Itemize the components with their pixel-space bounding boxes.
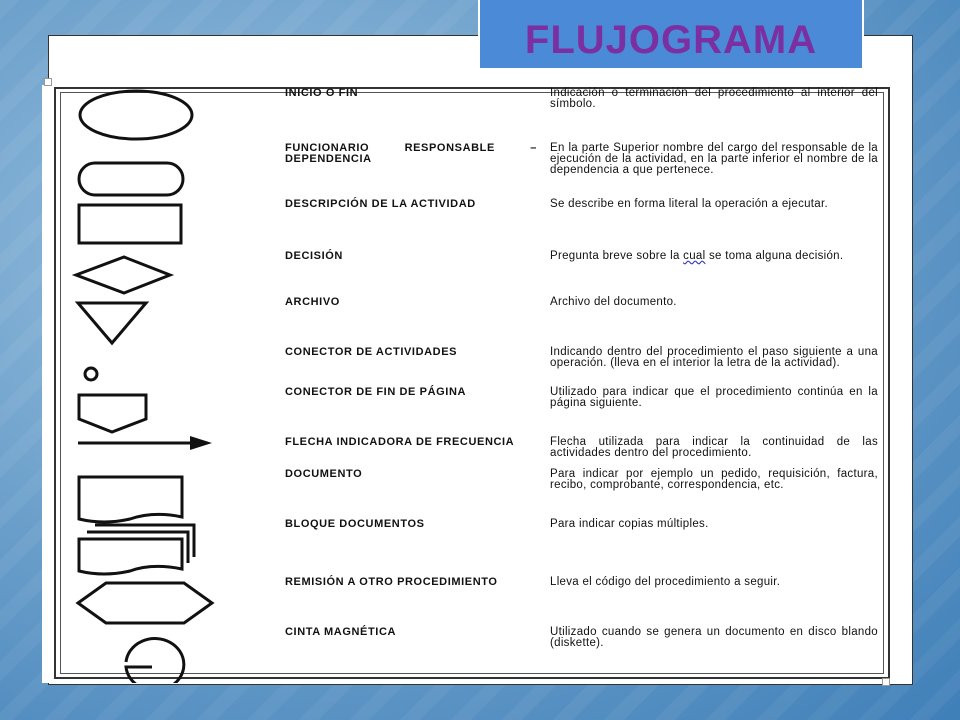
decision-desc-part2: se toma alguna decisión. bbox=[708, 250, 844, 262]
activity-rectangle-symbol bbox=[79, 205, 181, 243]
symbol-name-magnetic-tape: CINTA MAGNÉTICA bbox=[285, 626, 397, 638]
document-stack-front bbox=[79, 539, 182, 574]
symbol-name-decision: DECISIÓN bbox=[285, 250, 343, 262]
title-banner bbox=[478, 0, 864, 70]
slide-title: FLUJOGRAMA bbox=[524, 18, 818, 62]
symbol-name-responsible: FUNCIONARIO RESPONSABLE – DEPENDENCIA bbox=[285, 142, 537, 165]
symbol-name-page-connector: CONECTOR DE FIN DE PÁGINA bbox=[285, 386, 467, 398]
remission-hexagon-symbol bbox=[78, 583, 212, 623]
symbol-desc-activity: Se describe en forma literal la operación a ejecutar. bbox=[550, 198, 828, 210]
symbol-desc-document-stack: Para indicar copias múltiples. bbox=[550, 518, 709, 530]
symbol-desc-remission: Lleva el código del procedimiento a seguir. bbox=[550, 576, 781, 588]
magnetic-tape-symbol bbox=[126, 639, 184, 683]
symbol-desc-document: Para indicar por ejemplo un pedido, requisición, factura, recibo, comprobante, correspondencia, etc. bbox=[550, 468, 878, 491]
document-stack-middle bbox=[87, 532, 188, 563]
resize-handle-top-left[interactable] bbox=[44, 78, 52, 86]
symbol-desc-page-connector: Utilizado para indicar que el procedimiento continúa en la página siguiente. bbox=[550, 386, 878, 409]
symbol-name-activity: DESCRIPCIÓN DE LA ACTIVIDAD bbox=[285, 198, 476, 210]
symbol-desc-arrow: Flecha utilizada para indicar la continuidad de las actividades dentro del procedimiento. bbox=[550, 436, 878, 459]
spellcheck-flagged-word: cual bbox=[683, 250, 706, 262]
symbol-name-remission: REMISIÓN A OTRO PROCEDIMIENTO bbox=[285, 576, 498, 588]
symbol-desc-decision bbox=[550, 251, 878, 262]
symbol-desc-activity-connector: Indicando dentro del procedimiento el paso siguiente a una operación. (lleva en el interior la letra de la actividad). bbox=[550, 346, 878, 369]
terminal-oval-symbol bbox=[80, 91, 192, 139]
activity-connector-symbol bbox=[85, 368, 97, 380]
symbol-name-activity-connector: CONECTOR DE ACTIVIDADES bbox=[285, 346, 458, 358]
symbol-name-terminal: INICIO O FIN bbox=[285, 87, 359, 99]
symbol-name-document: DOCUMENTO bbox=[285, 468, 363, 480]
symbol-name-document-stack: BLOQUE DOCUMENTOS bbox=[285, 518, 425, 530]
document-stack-back bbox=[95, 525, 194, 557]
symbol-name-arrow: FLECHA INDICADORA DE FRECUENCIA bbox=[285, 436, 515, 448]
document-symbol bbox=[79, 477, 182, 522]
resize-handle-bottom-right[interactable] bbox=[882, 678, 890, 686]
frequency-arrow-head bbox=[190, 436, 212, 450]
symbol-desc-archive: Archivo del documento. bbox=[550, 296, 677, 308]
symbol-desc-magnetic-tape: Utilizado cuando se genera un documento en disco blando (diskette). bbox=[550, 626, 878, 649]
decision-diamond-symbol bbox=[76, 257, 170, 293]
page-connector-symbol bbox=[79, 395, 146, 432]
responsible-rounded-symbol bbox=[79, 163, 183, 195]
decision-desc-part1: Pregunta breve sobre la bbox=[550, 250, 680, 262]
archive-triangle-symbol bbox=[78, 303, 146, 343]
symbol-desc-responsible: En la parte Superior nombre del cargo del responsable de la ejecución de la actividad, en la parte inferior el nombre de la dependencia a que pertenece. bbox=[550, 142, 878, 176]
scanned-symbol-table bbox=[42, 85, 902, 683]
symbol-desc-terminal: Indicación o terminación del procedimiento al interior del símbolo. bbox=[550, 87, 878, 110]
symbol-name-archive: ARCHIVO bbox=[285, 296, 340, 308]
